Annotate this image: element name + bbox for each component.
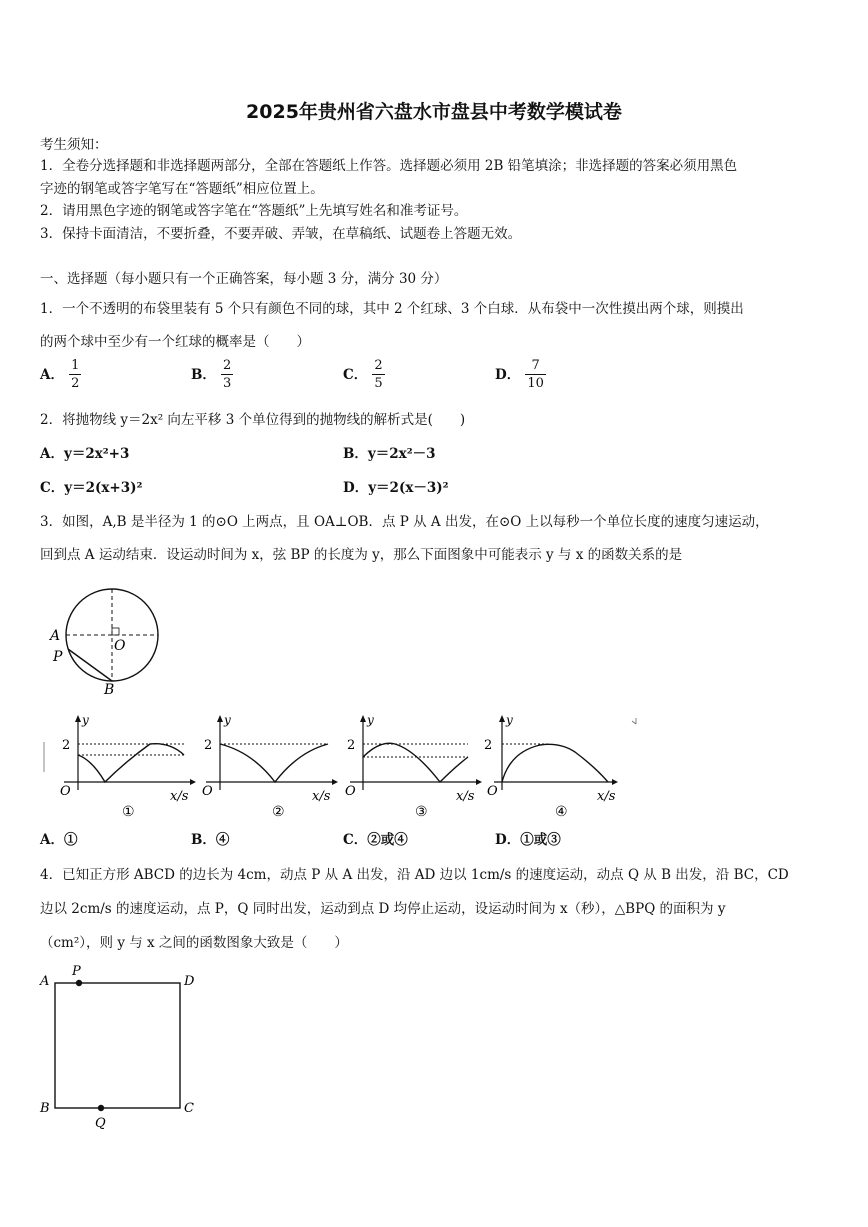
denominator: 2 xyxy=(71,376,80,391)
y-label: y xyxy=(367,713,374,727)
y-tick-2: 2 xyxy=(62,738,71,753)
numerator: 2 xyxy=(374,358,383,373)
q2-option-a: A．y＝2x²+3 xyxy=(40,446,130,462)
label-c: C xyxy=(184,1101,194,1116)
origin-label: O xyxy=(60,784,71,799)
section-heading: 一、选择题（每小题只有一个正确答案，每小题 3 分，满分 30 分） xyxy=(40,271,448,287)
graph-3 xyxy=(345,713,482,820)
graph-1 xyxy=(60,713,196,820)
q2-stem: 2．将抛物线 y＝2x² 向左平移 3 个单位得到的抛物线的解析式是( ) xyxy=(40,412,466,428)
fraction xyxy=(221,357,233,392)
notice-item-1-line-2: 字迹的钢笔或答字笔写在“答题纸”相应位置上。 xyxy=(40,181,324,197)
q3-option-a: A．① xyxy=(40,832,78,848)
denominator: 3 xyxy=(223,376,232,391)
label-b: B xyxy=(104,682,115,698)
return-mark-icon xyxy=(632,718,636,724)
curve xyxy=(220,744,328,782)
q1-option-b xyxy=(191,357,233,392)
q3-stem-line-2: 回到点 A 运动结束．设运动时间为 x，弦 BP 的长度为 y，那么下面图象中可能表示 y 与 x 的函数关系的是 xyxy=(40,547,683,563)
q1-stem-line-2: 的两个球中至少有一个红球的概率是（ ） xyxy=(40,334,310,350)
notice-item-2: 2．请用黑色字迹的钢笔或答字笔在“答题纸”上先填写姓名和准考证号。 xyxy=(40,203,468,219)
y-axis-arrow-icon xyxy=(217,715,223,722)
q2-option-b: B．y＝2x²－3 xyxy=(343,446,436,462)
q3-option-d: D．①或③ xyxy=(495,832,561,848)
q4-stem-line-2: 边以 2cm/s 的速度运动，点 P，Q 同时出发，运动到点 D 均停止运动，设运动时间为 x（秒），△BPQ 的面积为 y xyxy=(40,901,726,917)
label-b: B xyxy=(40,1101,50,1116)
denominator: 5 xyxy=(374,376,383,391)
q3-graphs xyxy=(40,712,650,822)
q3-option-b: B．④ xyxy=(191,832,230,848)
denominator: 10 xyxy=(527,376,544,391)
q3-option-c: C．②或④ xyxy=(343,832,408,848)
notice-item-3: 3．保持卡面清洁，不要折叠，不要弄破、弄皱，在草稿纸、试题卷上答题无效。 xyxy=(40,226,522,242)
x-label: x/s xyxy=(456,789,475,804)
point-q xyxy=(98,1105,104,1111)
q3-circle-figure xyxy=(40,585,170,700)
q1-option-d xyxy=(495,357,546,392)
y-axis-arrow-icon xyxy=(499,715,505,722)
option-label: A． xyxy=(40,367,64,383)
notice-item-1-line-1: 1．全卷分选择题和非选择题两部分，全部在答题纸上作答。选择题必须用 2B 铅笔填涂；非选择题的答案必须用黑色 xyxy=(40,158,738,174)
y-axis-arrow-icon xyxy=(360,715,366,722)
fraction xyxy=(372,357,384,392)
x-axis-arrow-icon xyxy=(476,779,482,785)
curve xyxy=(78,744,184,782)
y-tick-2: 2 xyxy=(347,738,356,753)
label-p: P xyxy=(53,649,63,665)
right-angle-mark xyxy=(112,628,119,635)
label-p: P xyxy=(72,964,81,979)
curve xyxy=(363,743,468,782)
label-a: A xyxy=(40,974,50,989)
q3-stem-line-1: 3．如图，A,B 是半径为 1 的⊙O 上两点，且 OA⊥OB．点 P 从 A 出发，在⊙O 上以每秒一个单位长度的速度匀速运动， xyxy=(40,514,769,530)
curve xyxy=(502,744,608,782)
x-label: x/s xyxy=(312,789,331,804)
label-q: Q xyxy=(95,1116,106,1131)
origin-label: O xyxy=(202,784,213,799)
y-tick-2: 2 xyxy=(204,738,213,753)
label-a: A xyxy=(50,628,61,644)
option-label: D． xyxy=(495,367,521,383)
graph-2 xyxy=(202,713,338,820)
notice-heading: 考生须知： xyxy=(40,137,108,153)
origin-label: O xyxy=(345,784,356,799)
x-label: x/s xyxy=(170,789,189,804)
x-axis-arrow-icon xyxy=(612,779,618,785)
y-axis-arrow-icon xyxy=(75,715,81,722)
graph-number: ① xyxy=(122,804,135,820)
origin-label: O xyxy=(487,784,498,799)
q2-option-c: C．y＝2(x+3)² xyxy=(40,480,143,496)
y-tick-2: 2 xyxy=(484,738,493,753)
numerator: 7 xyxy=(525,357,546,375)
label-o: O xyxy=(114,638,126,654)
y-label: y xyxy=(82,713,89,727)
q1-stem-line-1: 1．一个不透明的布袋里装有 5 个只有颜色不同的球，其中 2 个红球、3 个白球．从布袋中一次性摸出两个球，则摸出 xyxy=(40,301,744,317)
numerator: 2 xyxy=(223,358,232,373)
y-label: y xyxy=(224,713,231,727)
q4-square-figure xyxy=(36,960,216,1135)
option-label: C． xyxy=(343,367,368,383)
y-label: y xyxy=(506,713,513,727)
option-label: B． xyxy=(191,367,216,383)
x-axis-arrow-icon xyxy=(332,779,338,785)
q2-option-d: D．y＝2(x－3)² xyxy=(343,480,449,496)
graph-number: ③ xyxy=(415,804,428,820)
q1-option-c xyxy=(343,357,385,392)
x-axis-arrow-icon xyxy=(190,779,196,785)
numerator: 1 xyxy=(71,358,80,373)
label-d: D xyxy=(184,974,195,989)
fraction xyxy=(525,357,546,392)
square-abcd xyxy=(55,983,180,1108)
q1-option-a xyxy=(40,357,81,392)
q4-stem-line-1: 4．已知正方形 ABCD 的边长为 4cm，动点 P 从 A 出发，沿 AD 边以 1cm/s 的速度运动，动点 Q 从 B 出发，沿 BC，CD xyxy=(40,867,789,883)
q4-stem-line-3: （cm²），则 y 与 x 之间的函数图象大致是（ ） xyxy=(40,935,348,951)
graph-number: ② xyxy=(272,804,285,820)
x-label: x/s xyxy=(597,789,616,804)
graph-4 xyxy=(484,713,618,820)
chord-bp xyxy=(68,649,112,681)
point-p xyxy=(76,980,82,986)
fraction xyxy=(69,357,81,392)
graph-number: ④ xyxy=(555,804,568,820)
page-title: 2025年贵州省六盘水市盘县中考数学模试卷 xyxy=(246,101,622,123)
